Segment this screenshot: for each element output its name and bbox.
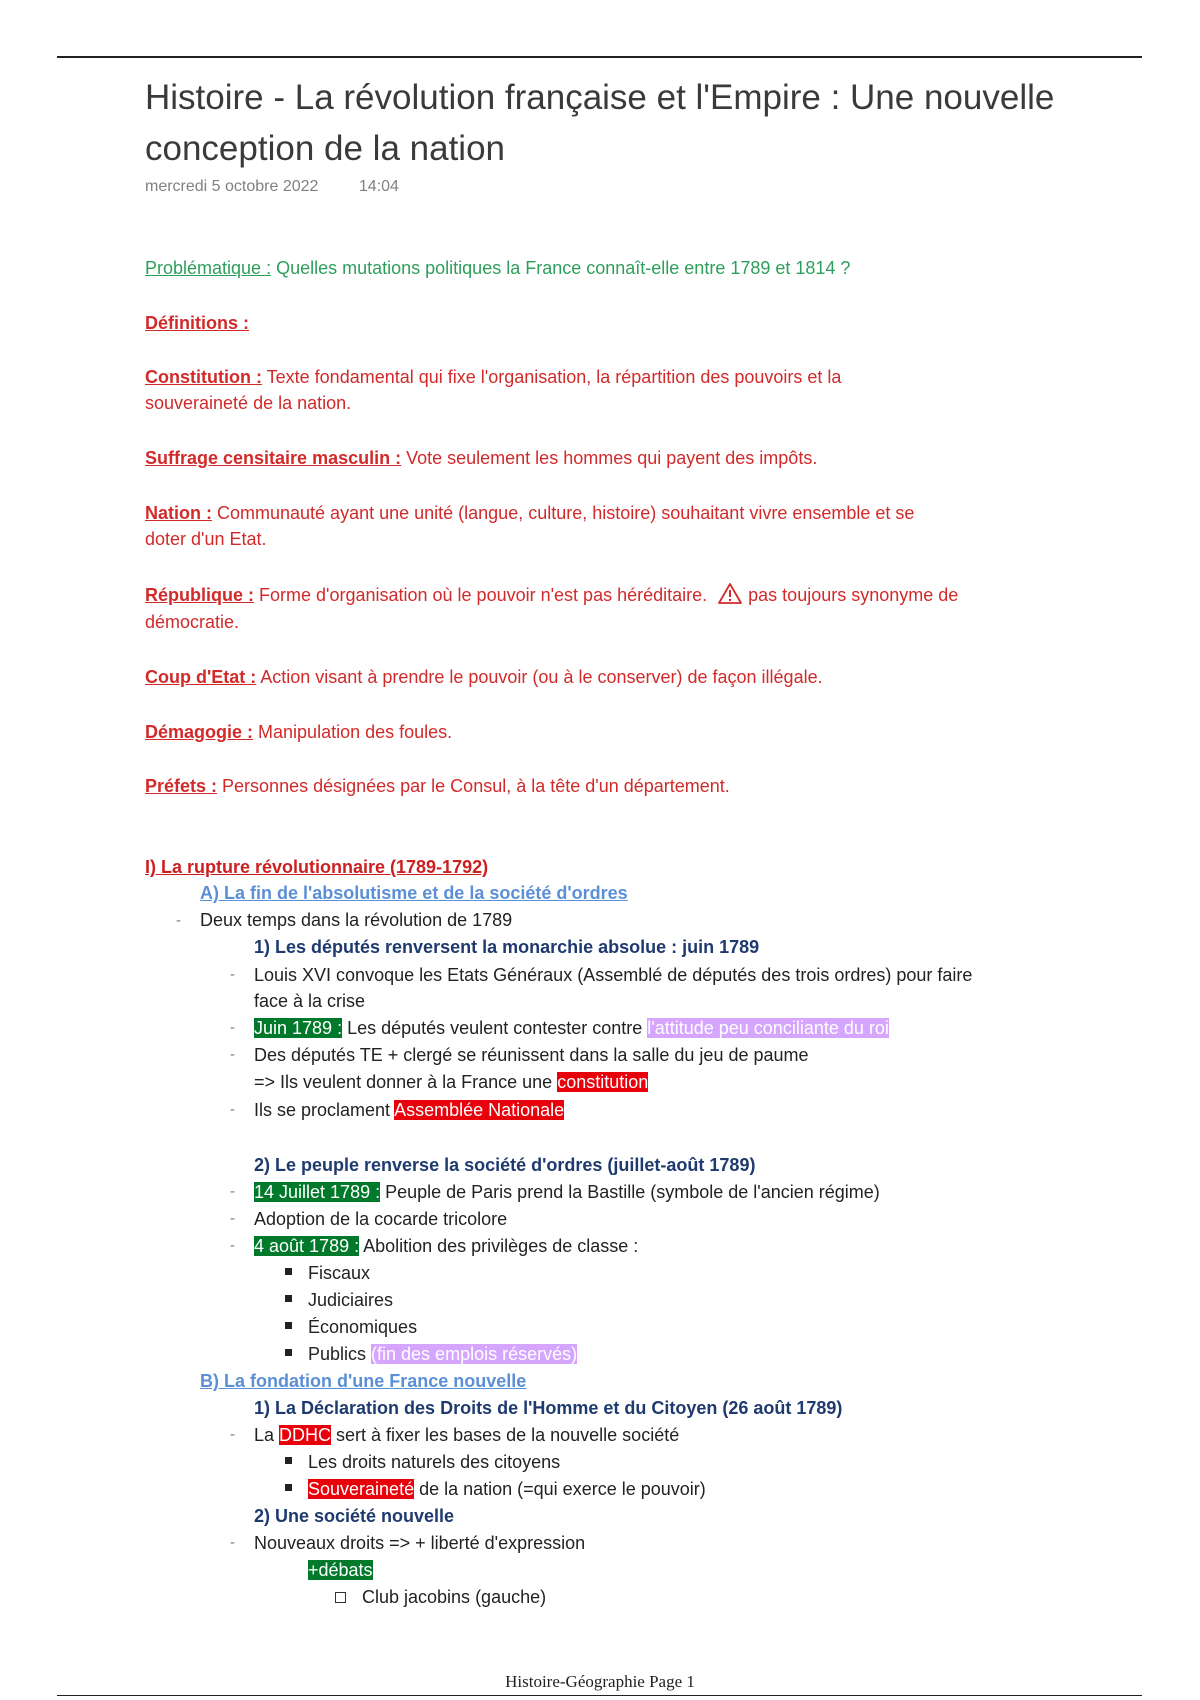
- definition-text: Communauté ayant une unité (langue, culture, histoire) souhaitant vivre ensemble et se: [212, 503, 915, 523]
- problematique: [145, 255, 850, 281]
- sub-list-item-text: Publics: [308, 1344, 372, 1364]
- square-bullet: [285, 1457, 292, 1464]
- section-heading-1b: B) La fondation d'une France nouvelle: [200, 1371, 527, 1391]
- definition-coup-etat: [145, 664, 823, 690]
- list-item: [254, 1015, 889, 1041]
- definition-term: Préfets :: [145, 776, 218, 796]
- dash-bullet: -: [230, 1237, 235, 1254]
- definition-text: Vote seulement les hommes qui payent des impôts.: [401, 448, 818, 468]
- square-bullet: [285, 1295, 292, 1302]
- page-meta: [145, 178, 435, 196]
- definition-prefets: [145, 773, 730, 799]
- dash-bullet: -: [230, 1183, 235, 1200]
- dash-bullet: -: [230, 1534, 235, 1551]
- page-title: Histoire - La révolution française et l'Empire : Une nouvelle conception de la nation: [145, 78, 1055, 168]
- highlight-purple: l'attitude peu conciliante du roi: [647, 1018, 889, 1038]
- list-item-continued: [254, 1069, 648, 1095]
- page-time: 14:04: [358, 178, 399, 195]
- sub-list-item: [308, 1341, 577, 1367]
- problematique-text: Quelles mutations politiques la France connaît-elle entre 1789 et 1814 ?: [271, 258, 851, 278]
- list-item: Deux temps dans la révolution de 1789: [200, 910, 513, 930]
- sub-list-item: Fiscaux: [308, 1263, 371, 1283]
- dash-bullet: -: [230, 966, 235, 983]
- definition-text-continued: doter d'un Etat.: [145, 529, 267, 549]
- square-bullet: [285, 1322, 292, 1329]
- checkbox-bullet: [335, 1592, 346, 1603]
- definition-constitution: [145, 364, 841, 390]
- subsection-heading: 2) Le peuple renverse la société d'ordres (juillet-août 1789): [254, 1155, 756, 1175]
- definition-text: Personnes désignées par le Consul, à la tête d'un département.: [217, 776, 730, 796]
- definition-text: Forme d'organisation où le pouvoir n'est pas héréditaire.: [254, 585, 708, 605]
- square-bullet: [285, 1349, 292, 1356]
- list-item-text: Les députés veulent contester contre: [342, 1018, 648, 1038]
- definition-text: Manipulation des foules.: [253, 722, 453, 742]
- square-bullet: [285, 1484, 292, 1491]
- dash-bullet: -: [230, 1101, 235, 1118]
- highlight-red: DDHC: [279, 1425, 332, 1445]
- definition-nation: [145, 500, 914, 526]
- definition-term: République :: [145, 585, 254, 605]
- subsection-heading: 1) La Déclaration des Droits de l'Homme et du Citoyen (26 août 1789): [254, 1398, 843, 1418]
- list-item: Adoption de la cocarde tricolore: [254, 1209, 508, 1229]
- definition-text-warning: pas toujours synonyme de: [748, 585, 959, 605]
- highlight-green: +débats: [308, 1560, 373, 1580]
- definitions-heading: Définitions :: [145, 313, 249, 333]
- list-item: [254, 1179, 880, 1205]
- definition-term: Coup d'Etat :: [145, 667, 257, 687]
- top-rule: [57, 56, 1142, 58]
- problematique-label: Problématique :: [145, 258, 272, 278]
- highlight-purple: (fin des emplois réservés): [371, 1344, 578, 1364]
- dash-bullet: -: [230, 1046, 235, 1063]
- definition-republique: [145, 582, 958, 608]
- dash-bullet: -: [176, 912, 181, 929]
- subsection-heading: 1) Les députés renversent la monarchie absolue : juin 1789: [254, 937, 760, 957]
- dash-bullet: -: [230, 1210, 235, 1227]
- list-item: Louis XVI convoque les Etats Généraux (Assemblé de députés des trois ordres) pour faire: [254, 965, 973, 985]
- dash-bullet: -: [230, 1426, 235, 1443]
- bottom-rule: [57, 1695, 1142, 1696]
- highlight-date: 4 août 1789 :: [254, 1236, 360, 1256]
- warning-icon: [718, 583, 742, 604]
- section-heading-1: I) La rupture révolutionnaire (1789-1792): [145, 857, 489, 877]
- highlight-date: 14 Juillet 1789 :: [254, 1182, 381, 1202]
- definition-text-continued: souveraineté de la nation.: [145, 393, 352, 413]
- section-heading-1a: A) La fin de l'absolutisme et de la société d'ordres: [200, 883, 628, 903]
- list-item: [254, 1422, 679, 1448]
- sub-list-item: Économiques: [308, 1317, 418, 1337]
- definition-text: Texte fondamental qui fixe l'organisation, la répartition des pouvoirs et la: [261, 367, 842, 387]
- dash-bullet: -: [230, 1019, 235, 1036]
- definition-text: Action visant à prendre le pouvoir (ou à le conserver) de façon illégale.: [256, 667, 823, 687]
- list-item-text: sert à fixer les bases de la nouvelle société: [331, 1425, 680, 1445]
- sub-list-item-text: de la nation (=qui exerce le pouvoir): [414, 1479, 706, 1499]
- list-item-text: Abolition des privilèges de classe :: [359, 1236, 639, 1256]
- sub-sub-list-item: Club jacobins (gauche): [362, 1587, 547, 1607]
- definition-suffrage: [145, 445, 817, 471]
- list-item-text: => Ils veulent donner à la France une: [254, 1072, 558, 1092]
- definition-term: Constitution :: [145, 367, 262, 387]
- definition-demagogie: [145, 719, 452, 745]
- page-footer: Histoire-Géographie Page 1: [505, 1672, 695, 1691]
- sub-list-item: Les droits naturels des citoyens: [308, 1452, 561, 1472]
- list-item-text: La: [254, 1425, 280, 1445]
- sub-list-item: Judiciaires: [308, 1290, 394, 1310]
- highlight-red: Souveraineté: [308, 1479, 415, 1499]
- definition-term: Démagogie :: [145, 722, 254, 742]
- list-item: [254, 1097, 564, 1123]
- list-item: Des députés TE + clergé se réunissent dans la salle du jeu de paume: [254, 1045, 809, 1065]
- sub-list-item: [308, 1476, 706, 1502]
- list-item-text: Peuple de Paris prend la Bastille (symbole de l'ancien régime): [380, 1182, 880, 1202]
- definition-term: Nation :: [145, 503, 212, 523]
- list-item: Nouveaux droits => + liberté d'expression: [254, 1533, 586, 1553]
- highlight-date: Juin 1789 :: [254, 1018, 343, 1038]
- definition-term: Suffrage censitaire masculin :: [145, 448, 402, 468]
- list-item: [254, 1233, 638, 1259]
- square-bullet: [285, 1268, 292, 1275]
- highlight-red: Assemblée Nationale: [394, 1100, 565, 1120]
- list-item-continued: [308, 1557, 373, 1583]
- page-date: mercredi 5 octobre 2022: [145, 178, 319, 195]
- definition-text-continued: démocratie.: [145, 612, 240, 632]
- list-item-text: Ils se proclament: [254, 1100, 395, 1120]
- subsection-heading: 2) Une société nouvelle: [254, 1506, 455, 1526]
- highlight-red: constitution: [557, 1072, 649, 1092]
- list-item-continued: face à la crise: [254, 991, 366, 1011]
